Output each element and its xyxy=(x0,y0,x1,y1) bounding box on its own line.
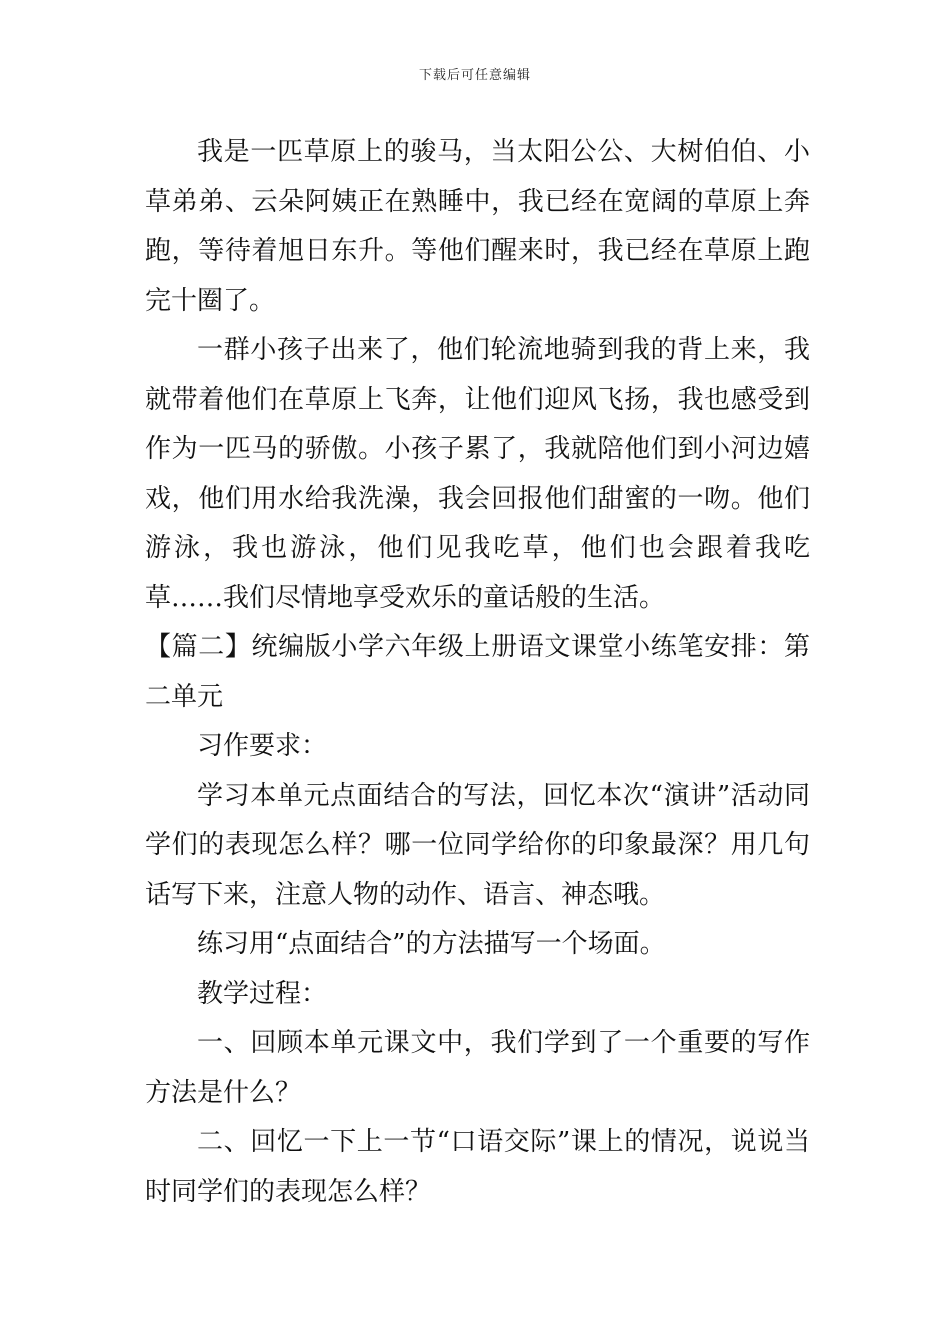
section-heading-part-two: 【篇二】统编版小学六年级上册语文课堂小练笔安排：第二单元 xyxy=(145,632,810,712)
page-header: 下载后可任意编辑 xyxy=(418,68,531,83)
document-body xyxy=(145,128,810,1217)
paragraph-writing-requirements-label: 习作要求： xyxy=(197,731,328,761)
paragraph-writing-requirements: 学习本单元点面结合的写法，回忆本次“演讲”活动同学们的表现怎么样？哪一位同学给你的印象最深？用几句话写下来，注意人物的动作、语言、神态哦。 xyxy=(145,780,810,910)
paragraph-step-one: 一、回顾本单元课文中，我们学到了一个重要的写作方法是什么？ xyxy=(145,1028,810,1108)
paragraph-teaching-process-label: 教学过程： xyxy=(197,978,328,1009)
paragraph-step-two: 二、回忆一下上一节“口语交际”课上的情况，说说当时同学们的表现怎么样？ xyxy=(145,1127,810,1207)
paragraph-practice-task: 练习用“点面结合”的方法描写一个场面。 xyxy=(197,929,666,959)
paragraph-children-play: 一群小孩子出来了，他们轮流地骑到我的背上来，我就带着他们在草原上飞奔，让他们迎风飞扬，我也感受到作为一匹马的骄傲。小孩子累了，我就陪他们到小河边嬉戏，他们用水给我洗澡，我会回报他们甜蜜的一吻。他们游泳，我也游泳，他们见我吃草，他们也会跟着我吃草……我们尽情地享受欢乐的童话般的生活。 xyxy=(145,335,810,613)
paragraph-horse-intro: 我是一匹草原上的骏马，当太阳公公、大树伯伯、小草弟弟、云朵阿姨正在熟睡中，我已经在宽阔的草原上奔跑，等待着旭日东升。等他们醒来时，我已经在草原上跑完十圈了。 xyxy=(145,137,810,316)
